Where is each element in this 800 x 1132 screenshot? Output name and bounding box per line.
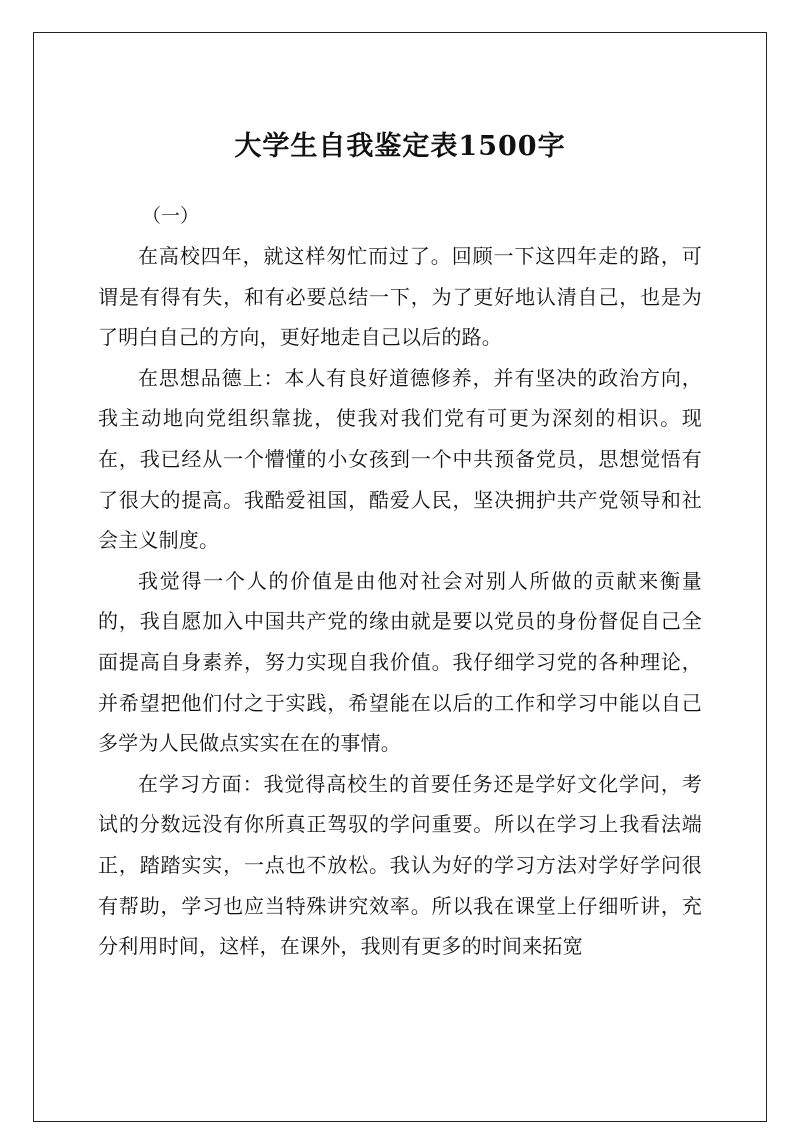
document-body [98,196,702,967]
paragraph-intro: 在高校四年，就这样匆忙而过了。回顾一下这四年走的路，可谓是有得有失，和有必要总结一下，为了更好地认清自己，也是为了明白自己的方向，更好地走自己以后的路。 [98,244,702,350]
section-marker: （一） [142,205,200,227]
document-title: 大学生自我鉴定表1500字 [234,131,566,162]
paragraph-study: 在学习方面：我觉得高校生的首要任务还是学好文化学问，考试的分数远没有你所真正驾驭的学问重要。所以在学习上我看法端正，踏踏实实，一点也不放松。我认为好的学习方法对学好学问很有帮助，学习也应当特殊讲究效率。所以我在课堂上仔细听讲，充分利用时间，这样，在课外，我则有更多的时间来拓宽 [98,771,702,959]
paragraph-ideology: 在思想品德上：本人有良好道德修养，并有坚决的政治方向，我主动地向党组织靠拢，使我对我们党有可更为深刻的相识。现在，我已经从一个懵懂的小女孩到一个中共预备党员，思想觉悟有了很大的提高。我酷爱祖国，酷爱人民，坚决拥护共产党领导和社会主义制度。 [98,365,702,553]
paragraph-values: 我觉得一个人的价值是由他对社会对别人所做的贡献来衡量的，我自愿加入中国共产党的缘由就是要以党员的身份督促自己全面提高自身素养，努力实现自我价值。我仔细学习党的各种理论，并希望把他们付之于实践，希望能在以后的工作和学习中能以自己多学为人民做点实实在在的事情。 [98,568,702,756]
